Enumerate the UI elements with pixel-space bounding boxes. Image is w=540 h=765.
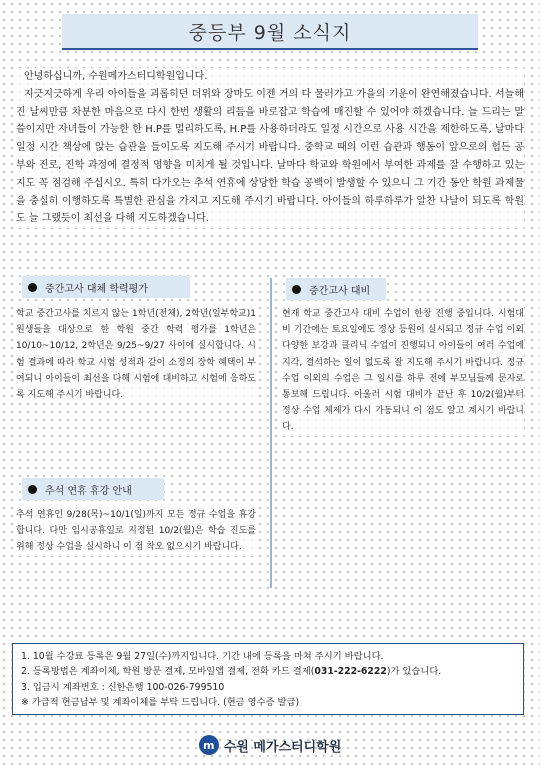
intro-greeting: 안녕하십니까, 수원메가스터디학원입니다.: [24, 71, 208, 82]
notice-line-1: 1. 10월 수강료 등록은 9월 27일(수)까지입니다. 기간 내에 등록을 마쳐 주시기 바랍니다.: [21, 651, 384, 662]
payment-notice-box: [12, 643, 524, 715]
bullet-icon: [292, 285, 301, 294]
section-heading-holiday: [22, 478, 164, 500]
academy-logo-icon: m: [199, 735, 219, 755]
bullet-icon: [28, 283, 37, 292]
notice-phone: 031-222-6222: [314, 666, 387, 678]
footer-logo: [0, 732, 540, 758]
intro-body: 지긋지긋하게 우리 아이들을 괴롭히던 더위와 장마도 이젠 거의 다 물러가고 가을의 기운이 완연해졌습니다. 서늘해진 날씨만큼 차분한 마음으로 다시 한번 생활의 리듬을 바로잡고 학습에 매진할 수 있어야 하겠습니다. 늘 드리는 말씀이지만 자녀들이 가능한 한 H.P를 멀리하도록, H.P를 사용하더라도 일정 시간으로 사용 시간을 제한하도록, 날마다 일정 시간 책상에 앉는 습관을 들이도록 지도해 주시기 바랍니다. 중학교 때의 이런 습관과 행동이 앞으로의 험든 공부와 진로, 진학 과정에 결정적 영향을 미치게 될 것입니다. 날마다 학교와 학원에서 부여한 과제를 잘 수행하고 있는지도 꼭 점검해 주십시오. 특히 다가오는 추석 연휴에 상당한 학습 공백이 발생할 수 있으니 그 기간 동안 학원 과제물을 충실히 이행하도록 특별한 관심을 가지고 지도해 주시기 바랍니다. 아이들의 하루하루가 알찬 나날이 되도록 학원도 늘 그랬듯이 최선을 다해 지도하겠습니다.: [16, 88, 524, 225]
section-heading-label: 추석 연휴 휴강 안내: [45, 485, 132, 497]
academy-name: 수원 메가스터디학원: [223, 739, 342, 755]
newsletter-title: 중등부 9월 소식지: [188, 21, 352, 44]
section-text-midterm-alt: 학교 중간고사를 치르지 않는 1학년(전체), 2학년(일부학교)1원생들을 대상으로 한 학원 중간 학력 평가를 1학년은 10/10~10/12, 2학년은 9/25~9/27 사이에 실시합니다. 시험 결과에 따라 학교 시험 성적과 같이 소정의 장학 혜택이 부여되니 아이들이 최선을 다해 시험에 대비하고 시험에 응하도록 지도해 주시기 바랍니다.: [16, 306, 256, 403]
section-heading-label: 중간고사 대비: [309, 285, 371, 297]
intro-section: [16, 68, 524, 228]
section-text-midterm-prep: 현재 학교 중간고사 대비 수업이 한창 진행 중입니다. 시험대비 기간에는 토요일에도 정상 등원이 실시되고 정규 수업 이외 다양한 보강과 클리닉 수업이 진행되니 아이들이 여러 수업에 지각, 결석하는 일이 없도록 잘 지도해 주시기 바랍니다. 정규 수업 이외의 수업은 그 일시를 하루 전에 부모님들께 문자로 통보해 드립니다. 아울러 시험 대비가 끝난 후 10/2(월)부터 정상 수업 체제가 다시 가동되니 이 점도 알고 계시기 바랍니다.: [282, 306, 524, 436]
notice-line-4: ※ 가급적 현금납부 및 계좌이체를 부탁 드립니다. (현금 영수증 발급): [21, 697, 300, 709]
newsletter-title-bar: [62, 14, 478, 50]
bullet-icon: [28, 485, 37, 494]
notice-line-2: [21, 664, 515, 679]
section-heading-label: 중간고사 대체 학력평가: [45, 283, 148, 295]
notice-line-2-suffix: )가 있습니다.: [386, 666, 442, 678]
section-text-holiday: 추석 연휴인 9/28(목)~10/1(일)까지 모든 정규 수업을 휴강합니다. 다만 임시공휴일로 지정된 10/2(월)은 학습 진도를 위해 정상 수업을 실시하니 이 점 착오 없으시기 바랍니다.: [16, 507, 256, 556]
notice-line-3: 3. 입금시 계좌번호 : 신한은행 100-026-799510: [21, 681, 225, 693]
section-heading-midterm-alt: [22, 276, 190, 298]
section-heading-midterm-prep: [286, 278, 386, 300]
notice-line-2-prefix: 2. 등록방법은 계좌이체, 학원 방문 결제, 모바일앱 결제, 전화 카드 결제(: [21, 666, 315, 678]
column-divider: [270, 278, 272, 588]
